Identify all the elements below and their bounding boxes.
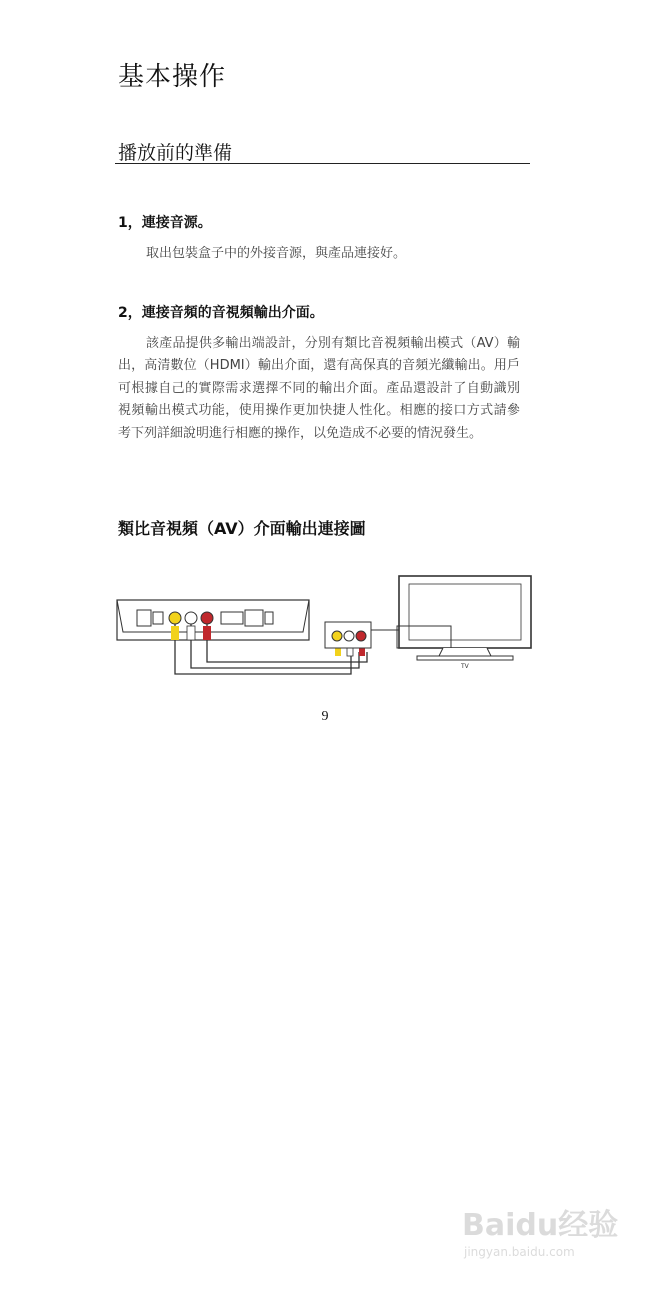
page-title: 基本操作 xyxy=(118,62,227,92)
tv-av-input-panel xyxy=(325,622,399,648)
section-divider xyxy=(115,163,530,164)
watermark-logo: Baidu经验 xyxy=(462,1208,619,1243)
player-red-jack xyxy=(201,612,213,624)
diagram-title: 類比音視頻（AV）介面輸出連接圖 xyxy=(118,519,366,538)
optical-port-icon xyxy=(153,612,163,624)
item-1-body: 取出包裝盒子中的外接音源，與產品連接好。 xyxy=(146,246,407,261)
tv-yellow-jack xyxy=(332,631,342,641)
item-2-heading: 2，連接音頻的音視頻輸出介面。 xyxy=(118,305,324,321)
section-title: 播放前的準備 xyxy=(118,142,233,164)
player-av-jacks xyxy=(169,612,213,624)
baidu-watermark xyxy=(462,1208,622,1272)
watermark-url: jingyan.baidu.com xyxy=(464,1245,575,1259)
item-1-heading: 1，連接音源。 xyxy=(118,215,212,231)
hdmi-port-icon xyxy=(221,612,243,624)
av-connection-diagram xyxy=(113,572,535,680)
player-white-jack xyxy=(185,612,197,624)
page-number: 9 xyxy=(321,709,329,724)
tv-white-jack xyxy=(344,631,354,641)
item-2-body: 該產品提供多輸出端設計，分別有類比音視頻輸出模式（AV）輸出，高清數位（HDMI）輸出介面，還有高保真的音頻光纖輸出。用戶可根據自己的實際需求選擇不同的輸出介面。產品還設計了自動識別視頻輸出模式功能，使用操作更加快捷人性化。相應的接口方式請參考下列詳細說明進行相應的操作，以免造成不必要的情況發生。 xyxy=(118,336,520,441)
tv-illustration xyxy=(397,576,531,660)
usb-port-icon xyxy=(265,612,273,624)
tv-label: TV xyxy=(461,663,469,670)
lan-port-icon xyxy=(245,610,263,626)
tv-red-jack xyxy=(356,631,366,641)
power-port-icon xyxy=(137,610,151,626)
player-yellow-jack xyxy=(169,612,181,624)
